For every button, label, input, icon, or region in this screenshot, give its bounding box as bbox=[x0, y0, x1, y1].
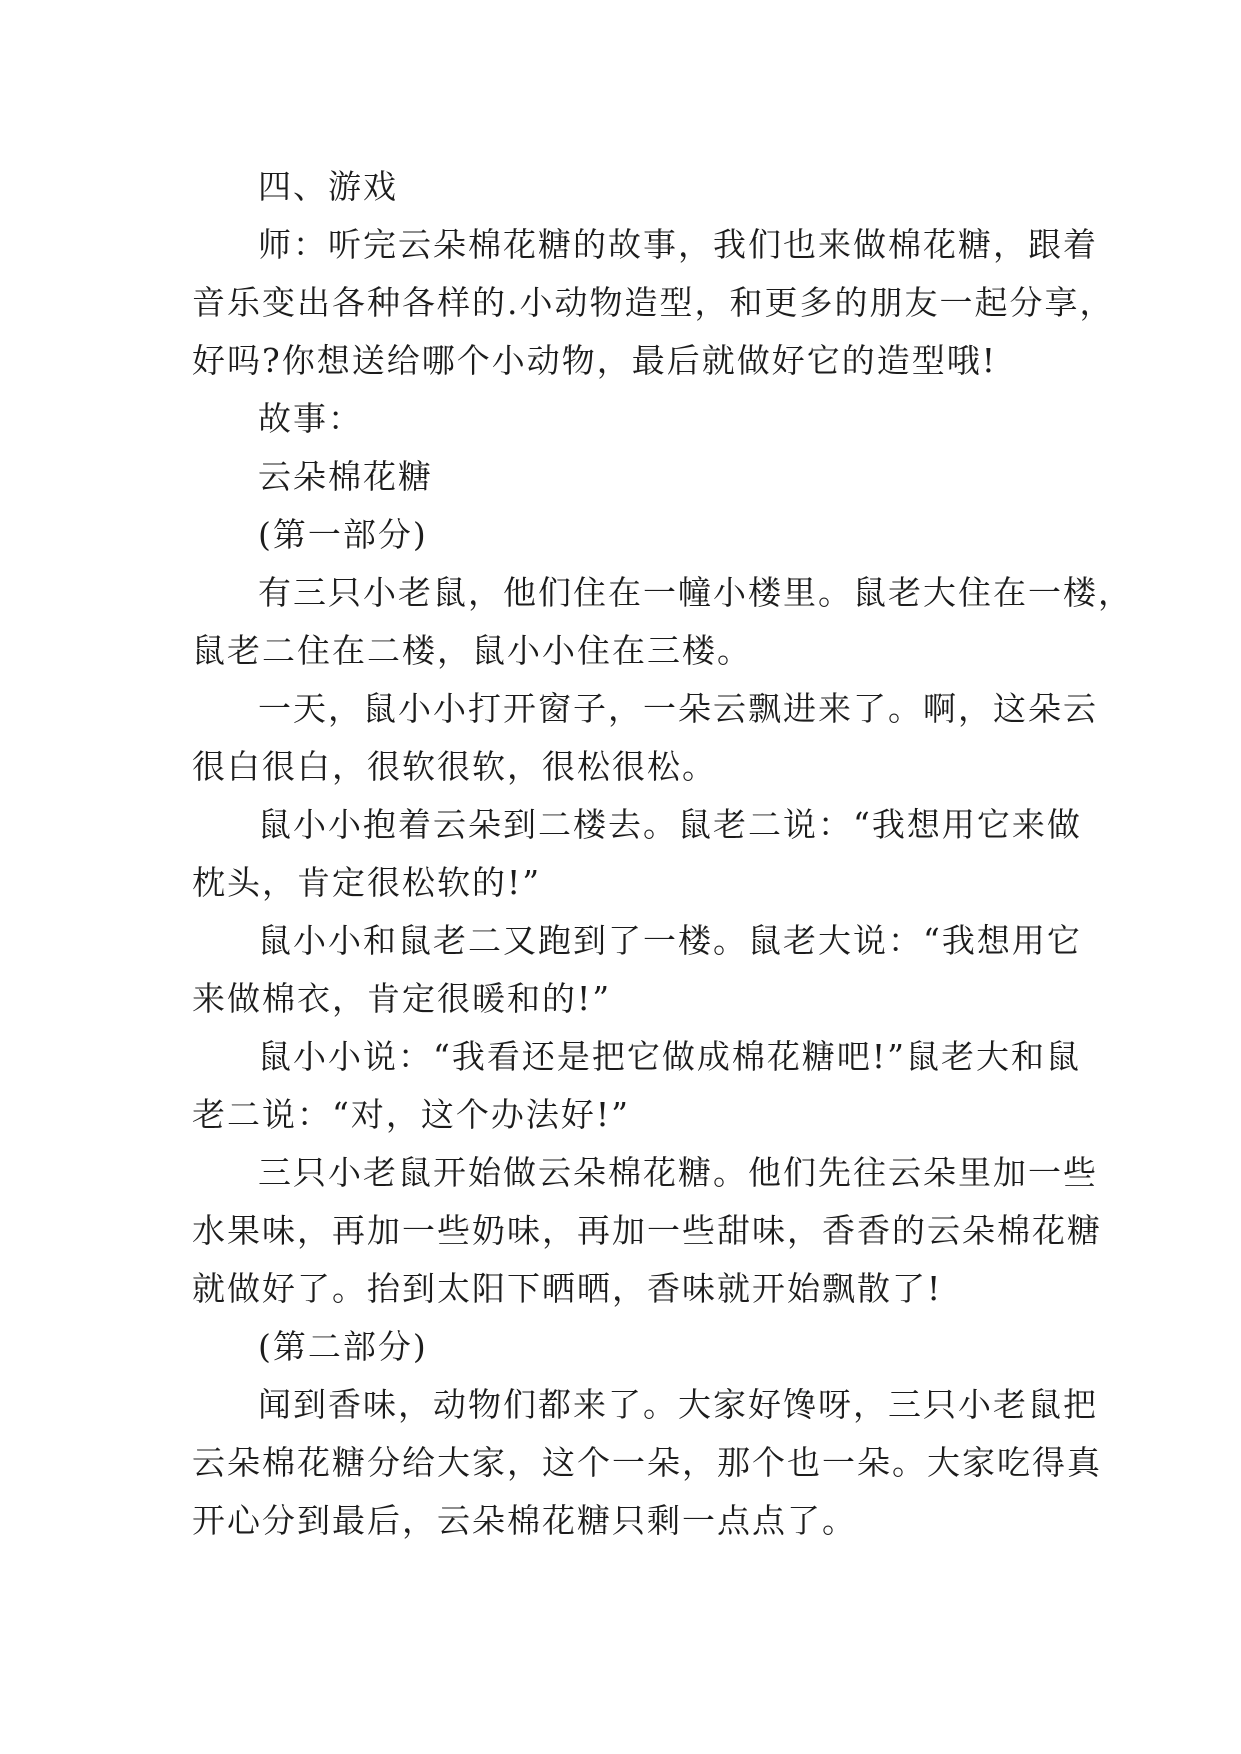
paragraph-para-5 bbox=[192, 1028, 1082, 1144]
text-line: 三只小老鼠开始做云朵棉花糖。他们先往云朵里加一些 bbox=[258, 1153, 1098, 1192]
text-line: (第二部分) bbox=[258, 1327, 428, 1366]
paragraph-story-label bbox=[192, 390, 1054, 448]
text-line: 有三只小老鼠，他们住在一幢小楼里。鼠老大住在一楼， bbox=[258, 573, 1133, 612]
paragraph-para-3 bbox=[192, 796, 1082, 912]
text-line: (第一部分) bbox=[258, 515, 428, 554]
paragraph-para-6 bbox=[192, 1144, 1102, 1318]
text-line: 鼠小小抱着云朵到二楼去。鼠老二说：“我想用它来做 bbox=[258, 805, 1082, 844]
document-body bbox=[192, 158, 1133, 1550]
text-line: 鼠小小和鼠老二又跑到了一楼。鼠老大说：“我想用它 bbox=[258, 921, 1082, 960]
text-line: 四、游戏 bbox=[258, 167, 398, 206]
text-line: 云朵棉花糖 bbox=[258, 457, 433, 496]
text-line: 鼠小小说：“我看还是把它做成棉花糖吧!”鼠老大和鼠 bbox=[258, 1037, 1082, 1076]
paragraph-para-1 bbox=[192, 564, 1133, 680]
text-line: 开心分到最后，云朵棉花糖只剩一点点了。 bbox=[192, 1501, 857, 1540]
text-line: 老二说：“对，这个办法好!” bbox=[192, 1095, 631, 1134]
paragraph-part-one bbox=[192, 506, 1054, 564]
paragraph-para-4 bbox=[192, 912, 1082, 1028]
text-line: 来做棉衣，肯定很暖和的!” bbox=[192, 979, 612, 1018]
text-line: 一天，鼠小小打开窗子，一朵云飘进来了。啊，这朵云 bbox=[258, 689, 1098, 728]
paragraph-para-2 bbox=[192, 680, 1098, 796]
paragraph-teacher-intro bbox=[192, 216, 1115, 390]
text-line: 鼠老二住在二楼，鼠小小住在三楼。 bbox=[192, 631, 752, 670]
text-line: 很白很白，很软很软，很松很松。 bbox=[192, 747, 717, 786]
text-line: 就做好了。抬到太阳下晒晒，香味就开始飘散了! bbox=[192, 1269, 943, 1308]
paragraph-heading-game bbox=[192, 158, 1054, 216]
paragraph-story-title bbox=[192, 448, 1054, 506]
paragraph-para-7 bbox=[192, 1376, 1102, 1550]
text-line: 枕头，肯定很松软的!” bbox=[192, 863, 542, 902]
text-line: 师：听完云朵棉花糖的故事，我们也来做棉花糖，跟着 bbox=[258, 225, 1098, 264]
paragraph-part-two bbox=[192, 1318, 1054, 1376]
text-line: 水果味，再加一些奶味，再加一些甜味，香香的云朵棉花糖 bbox=[192, 1211, 1102, 1250]
text-line: 好吗?你想送给哪个小动物，最后就做好它的造型哦! bbox=[192, 341, 997, 380]
text-line: 云朵棉花糖分给大家，这个一朵，那个也一朵。大家吃得真 bbox=[192, 1443, 1102, 1482]
text-line: 音乐变出各种各样的.小动物造型，和更多的朋友一起分享， bbox=[192, 283, 1115, 322]
text-line: 故事： bbox=[258, 399, 363, 438]
text-line: 闻到香味，动物们都来了。大家好馋呀，三只小老鼠把 bbox=[258, 1385, 1098, 1424]
